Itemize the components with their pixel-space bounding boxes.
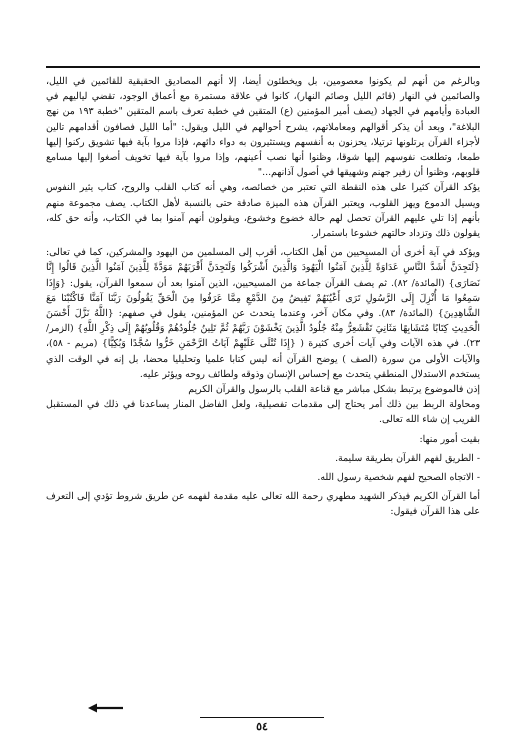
footer-rule <box>200 717 324 718</box>
page-number: ٥٤ <box>256 720 268 733</box>
paragraph-1: وبالرغم من أنهم لم يكونوا معصومين، بل ويخطئون أيضا، إلا أنهم المصاديق الحقيقية للقائمين في الليل، والصائمين في النهار (قائم الليل وصائم النهار)، كانوا في علاقة مستمرة مع أعماق الوجود، تقضي لياليهم في العبادة وأيامهم في الجهاد (يصف أمير المؤمنين (ع) المتقين في خطبة تعرف باسم المتقين "خطبة ١٩٣ من نهج البلاغة"، وبعد أن يذكر أقوالهم ومعاملاتهم، يشرح أحوالهم في الليل ويقول: "أما الليل فصافون أقدامهم تالين لأجزاء القرآن يرتلونها ترتيلا، يحزنون به أنفسهم ويستثيرون به دواء دائهم، فإذا مروا بآية فيها تشويق ركنوا إليها طمعا، وتطلعت نفوسهم إليها شوقا، وظنوا أنها نصب أعينهم، وإذا مروا بآية فيها تخويف أصغوا إليها مسامع قلوبهم، وظنوا أن زفير جهنم وشهيقها في أصول آذانهم..." <box>46 76 480 179</box>
paragraph-2: يؤكد القرآن كثيرا على هذه النقطة التي تعتبر من خصائصه، وهي أنه كتاب القلب والروح، كتاب يثير النفوس ويسيل الدموع ويهز القلوب، ويعتبر القرآن هذه الميزة صادقة حتى بالنسبة لأهل الكتاب. يصف مجموعة منهم بأنهم إذا تلي عليهم القرآن تحصل لهم حالة خضوع وخشوع، ويقولون أنهم آمنوا بما في الكتاب، وأنه حق كله، يقولون ذلك وتزداد حالتهم خشوعا باستمرار. <box>46 182 480 240</box>
closing-paragraph: أما القرآن الكريم فيذكر الشهيد مطهري رحمة الله تعالى عليه مقدمة لفهمه عن طريق شروط تؤدي إلى التعرف على هذا القرآن فيقول: <box>46 491 480 518</box>
list-intro: بقيت أمور منها: <box>419 433 480 445</box>
header-rule <box>46 66 480 68</box>
list-item-1: - الطريق لفهم القرآن بطريقة سليمة. <box>335 452 480 464</box>
paragraph-5: ومحاولة الربط بين ذلك أمر يحتاج إلى مقدمات تفصيلية، ولعل الفاضل المنار يساعدنا في ذلك في المستقبل القريب إن شاء الله تعالى. <box>46 399 480 426</box>
list-item-2: - الاتجاه الصحيح لفهم شخصية رسول الله. <box>317 472 480 484</box>
paragraph-3: ويؤكد في آية أخرى أن المسيحيين من أهل الكتاب، أقرب إلى المسلمين من اليهود والمشركين، كما في تعالى: {لَتَجِدَنَّ أَشَدَّ النَّاسِ عَدَاوَةً لِلَّذِينَ آمَنُوا الْيَهُودَ وَالَّذِينَ أَشْرَكُوا وَلَتَجِدَنَّ أَقْرَبَهُمْ مَوَدَّةً لِلَّذِينَ آمَنُوا الَّذِينَ قَالُوا إِنَّا نَصَارَى} (المائدة/ ٨٢). ثم يصف القرآن جماعة من المسيحيين، الذين آمنوا بعد أن سمعوا القرآن، يقول: {وَإِذَا سَمِعُوا مَا أُنْزِلَ إِلَى الرَّسُولِ تَرَى أَعْيُنَهُمْ تَفِيضُ مِنَ الدَّمْعِ مِمَّا عَرَفُوا مِنَ الْحَقِّ يَقُولُونَ رَبَّنَا آمَنَّا فَاكْتُبْنَا مَعَ الشَّاهِدِينَ} (المائدة/ ٨٣). وفي مكان آخر، وعندما يتحدث عن المؤمنين، يقول في صفهم: {اللَّهُ نَزَّلَ أَحْسَنَ الْحَدِيثِ كِتَابًا مُتَشَابِهًا مَثَانِيَ تَقْشَعِرُّ مِنْهُ جُلُودُ الَّذِينَ يَخْشَوْنَ رَبَّهُمْ ثُمَّ تَلِينُ جُلُودُهُمْ وَقُلُوبُهُمْ إِلَى ذِكْرِ اللَّهِ} (الزمر/ ٢٣). في هذه الآيات وفي آيات أخرى كثيرة ( {إِذَا تُتْلَى عَلَيْهِمْ آيَاتُ الرَّحْمَنِ خَرُّوا سُجَّدًا وَبُكِيًّا} (مريم - ٥٨)، والآيات الأولى من سورة (الصف ) يوضح القرآن أنه ليس كتابا علميا وتحليليا محضا، بل إنه في الوقت الذي يستخدم الاستدلال المنطقي يتحدث مع إحساس الإنسان وذوقه ولطائف روحه ويؤثر عليه. <box>46 247 480 380</box>
paragraph-4: إذن فالموضوع يرتبط بشكل مباشر مع قناعة القلب بالرسول والقرآن الكريم <box>188 384 480 396</box>
left-arrow-icon <box>88 703 124 713</box>
body-text <box>46 74 480 520</box>
